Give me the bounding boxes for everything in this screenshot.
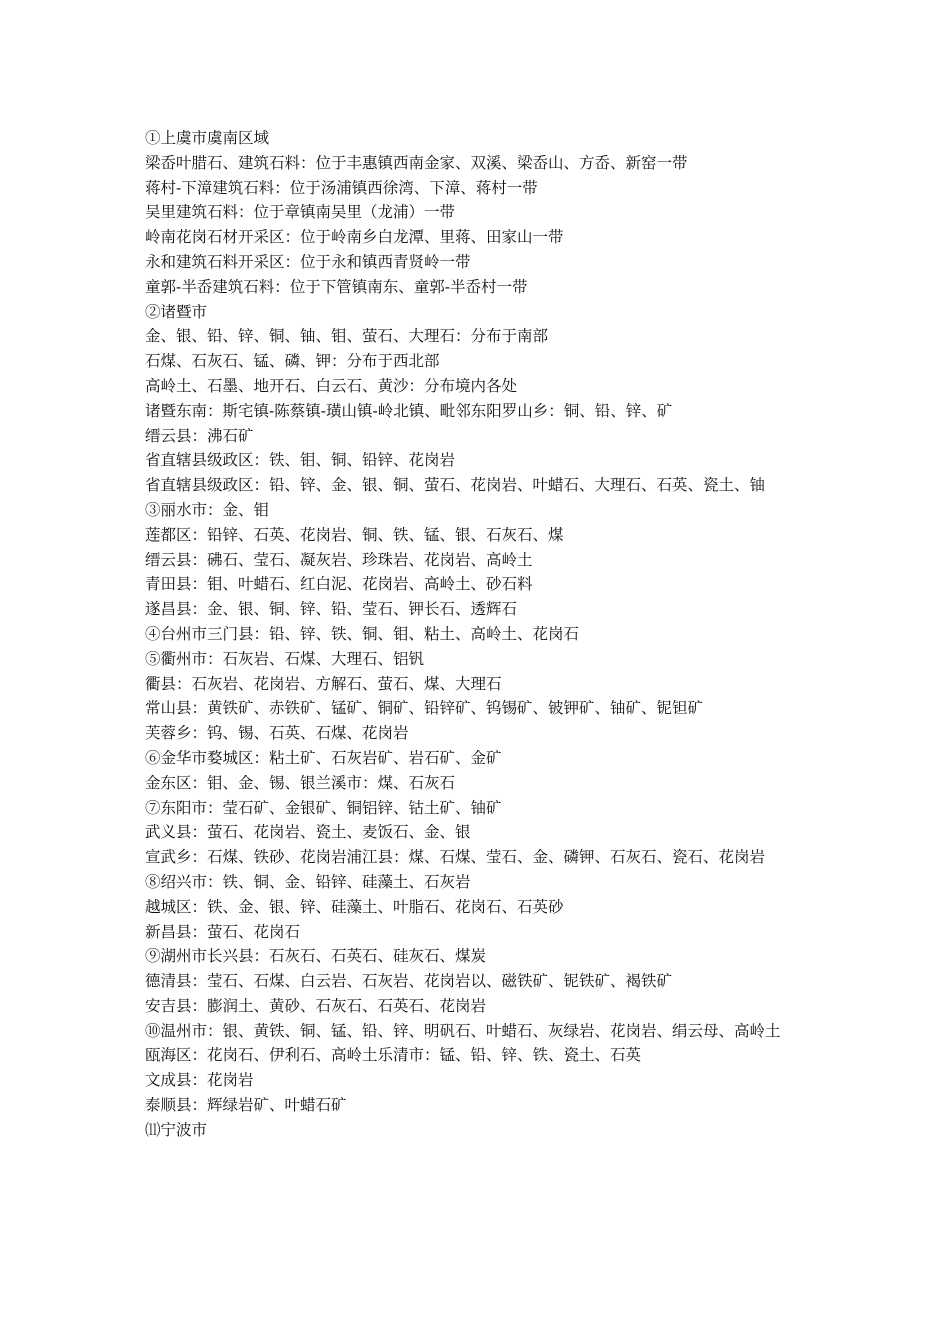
document-body — [145, 126, 815, 1143]
text-line: 文成县：花岗岩 — [145, 1071, 254, 1090]
section-heading-quzhou: ⑤衢州市：石灰岩、石煤、大理石、铝钒 — [145, 649, 425, 668]
section-heading-shangyu: ①上虞市虞南区域 — [145, 129, 270, 147]
text-line: 梁岙叶腊石、建筑石料：位于丰惠镇西南金家、双溪、梁岙山、方岙、新窑一带 — [145, 153, 688, 172]
section-heading-jinhua: ⑥金华市婺城区：粘土矿、石灰岩矿、岩石矿、金矿 — [145, 748, 502, 767]
text-line: 越城区：铁、金、银、锌、硅藻土、叶脂石、花岗石、石英砂 — [145, 897, 564, 916]
text-line: 吴里建筑石料：位于章镇南吴里（龙浦）一带 — [145, 203, 456, 222]
text-line: 青田县：钼、叶蜡石、红白泥、花岗岩、高岭土、砂石料 — [145, 575, 533, 594]
text-line: 遂昌县：金、银、铜、锌、铅、莹石、钾长石、透辉石 — [145, 600, 518, 619]
section-heading-zhuji: ②诸暨市 — [145, 302, 208, 321]
text-line: 岭南花岗石材开采区：位于岭南乡白龙潭、里蒋、田家山一带 — [145, 228, 564, 247]
section-heading-shaoxing: ⑧绍兴市：铁、铜、金、铅锌、硅藻土、石灰岩 — [145, 872, 471, 891]
section-heading-huzhou: ⑨湖州市长兴县：石灰石、石英石、硅灰石、煤炭 — [145, 947, 487, 966]
text-line: 泰顺县：辉绿岩矿、叶蜡石矿 — [145, 1096, 347, 1115]
text-line: 蒋村-下漳建筑石料：位于汤浦镇西徐湾、下漳、蒋村一带 — [145, 178, 538, 197]
text-line: 缙云县：砩石、莹石、凝灰岩、珍珠岩、花岗岩、高岭土 — [145, 550, 533, 569]
section-heading-wenzhou: ⑩温州市：银、黄铁、铜、锰、铅、锌、明矾石、叶蜡石、灰绿岩、花岗岩、绢云母、高岭土 — [145, 1021, 781, 1040]
text-line: 省直辖县级政区：铅、锌、金、银、铜、萤石、花岗岩、叶蜡石、大理石、石英、瓷土、铀 — [145, 476, 766, 495]
text-line: 莲都区：铅锌、石英、花岗岩、铜、铁、锰、银、石灰石、煤 — [145, 525, 564, 544]
text-line: 宣武乡：石煤、铁砂、花岗岩浦江县：煤、石煤、莹石、金、磷钾、石灰石、瓷石、花岗岩 — [145, 848, 766, 867]
section-heading-ningbo: ⑾宁波市 — [145, 1120, 208, 1139]
section-heading-lishui: ③丽水市：金、钼 — [145, 500, 270, 519]
text-line: 常山县：黄铁矿、赤铁矿、锰矿、铜矿、铅锌矿、钨锡矿、铍钾矿、铀矿、铌钽矿 — [145, 699, 704, 718]
text-line: 诸暨东南：斯宅镇-陈蔡镇-璜山镇-岭北镇、毗邻东阳罗山乡：铜、铅、锌、矿 — [145, 401, 673, 420]
text-line: 省直辖县级政区：铁、钼、铜、铅锌、花岗岩 — [145, 451, 456, 470]
text-line: 石煤、石灰石、锰、磷、钾：分布于西北部 — [145, 352, 440, 371]
section-heading-dongyang: ⑦东阳市：莹石矿、金银矿、铜铝锌、钴土矿、铀矿 — [145, 798, 502, 817]
text-line: 缙云县：沸石矿 — [145, 426, 254, 445]
text-line: 童郭-半岙建筑石料：位于下管镇南东、童郭-半岙村一带 — [145, 277, 528, 296]
text-line: 新昌县：萤石、花岗石 — [145, 922, 301, 941]
text-line: 芙蓉乡：钨、锡、石英、石煤、花岗岩 — [145, 724, 409, 743]
text-line: 安吉县：膨润土、黄砂、石灰石、石英石、花岗岩 — [145, 996, 487, 1015]
text-line: 瓯海区：花岗石、伊利石、高岭土乐清市：锰、铅、锌、铁、瓷土、石英 — [145, 1046, 642, 1065]
text-line: 武义县：萤石、花岗岩、瓷土、麦饭石、金、银 — [145, 823, 471, 842]
text-line: 金、银、铅、锌、铜、铀、钼、萤石、大理石：分布于南部 — [145, 327, 549, 346]
section-heading-taizhou: ④台州市三门县：铅、锌、铁、铜、钼、粘土、高岭土、花岗石 — [145, 624, 580, 643]
text-line: 永和建筑石料开采区：位于永和镇西青贤岭一带 — [145, 252, 471, 271]
text-line: 衢县：石灰岩、花岗岩、方解石、萤石、煤、大理石 — [145, 674, 502, 693]
text-line: 金东区：钼、金、锡、银兰溪市：煤、石灰石 — [145, 773, 456, 792]
text-line: 德清县：莹石、石煤、白云岩、石灰岩、花岗岩以、磁铁矿、铌铁矿、褐铁矿 — [145, 972, 673, 991]
text-line: 高岭土、石墨、地开石、白云石、黄沙：分布境内各处 — [145, 376, 518, 395]
